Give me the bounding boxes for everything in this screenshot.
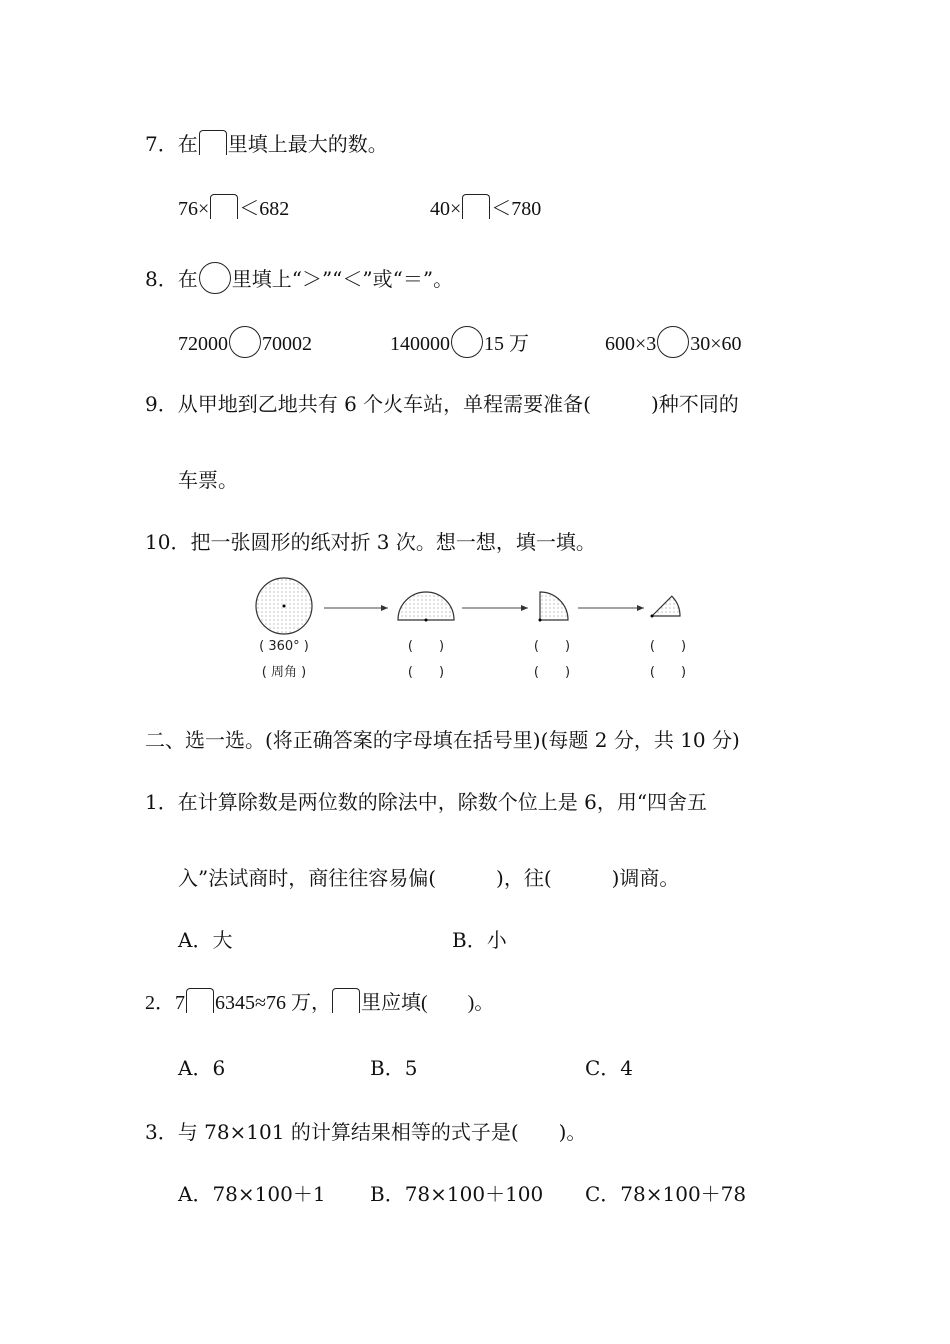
q8-comparison-3 [605,326,742,358]
question-text: 在 [177,267,198,291]
blank-label[interactable]: ( ) [533,665,571,680]
answer-circle[interactable] [657,326,689,358]
s2-question-2 [145,988,494,1017]
comparison-left: 600×3 [605,333,657,355]
question-10 [145,528,596,556]
option-a[interactable]: A．6 [178,1056,226,1080]
option-b[interactable]: B．小 [452,928,507,952]
question-text: 在计算除数是两位数的除法中，除数个位上是 6，用“四舍五 [177,790,708,814]
blank-label[interactable]: ( ) [407,665,445,680]
expression-right: ＜682 [239,198,290,220]
option-a[interactable]: A．大 [178,928,233,952]
question-text: 把一张圆形的纸对折 3 次。想一想，填一填。 [190,530,596,554]
q7-expression-1 [178,194,289,223]
answer-circle[interactable] [199,262,231,294]
section-2-heading: 二、选一选。(将正确答案的字母填在括号里)(每题 2 分，共 10 分) [145,728,740,752]
s2-question-1-line-2: 入”法试商时，商往往容易偏( )，往( )调商。 [178,866,680,890]
question-number: 10． [145,530,191,554]
question-number: 1． [145,790,178,814]
comparison-right: 70002 [262,333,312,355]
option-b[interactable]: B．5 [370,1056,418,1080]
option-c[interactable]: C．4 [585,1056,634,1080]
expression-left: 76× [178,198,210,220]
option-a[interactable]: A．78×100＋1 [178,1182,326,1206]
question-text: 从甲地到乙地共有 6 个火车站，单程需要准备( )种不同的 [177,392,739,416]
comparison-right: 30×60 [690,333,742,355]
answer-box[interactable] [186,988,214,1013]
question-text: 与 78×101 的计算结果相等的式子是( )。 [177,1120,587,1144]
answer-box[interactable] [210,194,238,219]
blank-label[interactable]: ( ) [407,639,445,654]
option-c[interactable]: C．78×100＋78 [585,1182,747,1206]
blank-label[interactable]: ( ) [533,639,571,654]
question-7 [145,130,388,158]
question-9 [145,390,739,418]
comparison-right: 15 万 [484,333,529,355]
center-dot [539,619,542,622]
answer-circle[interactable] [229,326,261,358]
center-dot [651,615,654,618]
label-360-degrees: ( 360° ) [259,639,309,654]
option-b[interactable]: B．78×100＋100 [370,1182,544,1206]
question-number: 3． [145,1120,178,1144]
eighth-circle-shape [652,596,680,616]
center-dot [283,605,286,608]
blank-label[interactable]: ( ) [649,665,687,680]
semicircle-shape [398,592,454,620]
question-text: 7 [175,992,185,1014]
question-text: 里填上最大的数。 [227,132,388,156]
question-number: 9． [145,392,178,416]
s2-question-1 [145,788,707,816]
answer-circle[interactable] [451,326,483,358]
question-text: 6345≈76 万， [215,992,331,1014]
blank-label[interactable]: ( ) [649,639,687,654]
question-number: 7． [145,132,178,156]
question-9-line-2: 车票。 [178,468,238,492]
question-text: 里填上“＞”“＜”或“＝”。 [231,267,454,291]
question-number: 2． [145,992,175,1014]
answer-box[interactable] [332,988,360,1013]
question-number: 8． [145,267,178,291]
comparison-left: 140000 [390,333,450,355]
q8-comparison-1 [178,326,312,358]
comparison-left: 72000 [178,333,228,355]
center-dot [425,619,428,622]
quarter-circle-shape [540,592,568,620]
folding-diagram [240,570,710,685]
answer-box[interactable] [462,194,490,219]
label-full-angle: ( 周角 ) [261,665,307,680]
answer-box[interactable] [199,130,227,155]
question-8 [145,262,453,294]
q7-expression-2 [430,194,541,223]
question-text: 在 [177,132,198,156]
q8-comparison-2 [390,326,529,358]
question-text: 里应填( )。 [360,992,495,1014]
s2-question-3 [145,1118,586,1146]
expression-right: ＜780 [491,198,542,220]
expression-left: 40× [430,198,462,220]
